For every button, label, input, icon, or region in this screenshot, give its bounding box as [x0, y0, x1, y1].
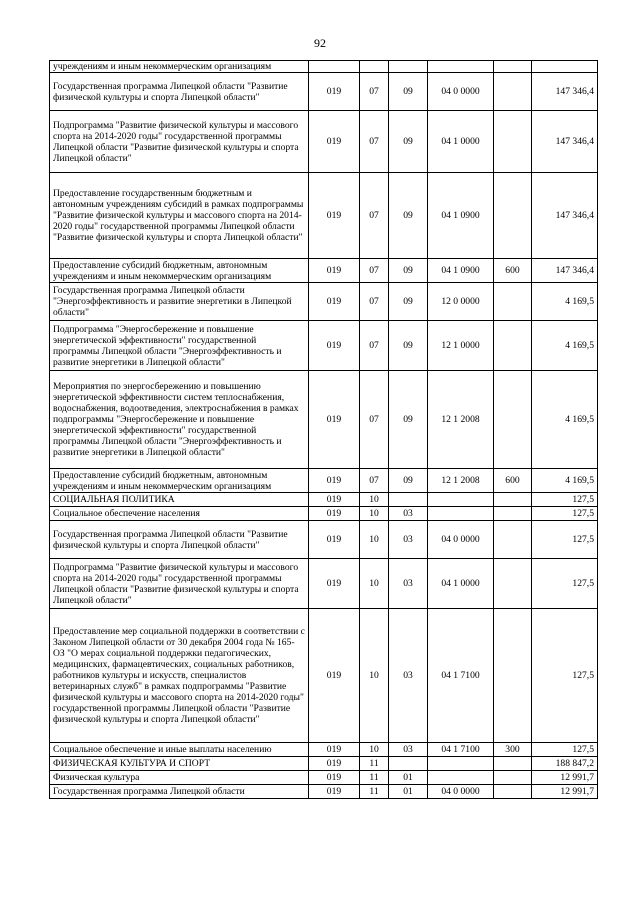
row-expense-type: 600 [494, 469, 532, 493]
table-row [50, 771, 598, 785]
row-name: Предоставление субсидий бюджетным, автономным учреждениям и иным некоммерческим организациям [50, 469, 309, 493]
budget-table [49, 60, 598, 799]
row-expense-type [494, 785, 532, 799]
row-amount: 188 847,2 [532, 757, 598, 771]
row-name: Подпрограмма "Энергосбережение и повышение энергетической эффективности" государственной программы Липецкой области "Энергоэффективность и развитие энергетики в Липецкой области" [50, 321, 309, 371]
row-ministry-code: 019 [309, 469, 360, 493]
row-amount: 127,5 [532, 507, 598, 521]
row-subsection-code: 09 [389, 321, 428, 371]
row-target-code [428, 507, 494, 521]
row-subsection-code: 03 [389, 609, 428, 743]
row-ministry-code: 019 [309, 73, 360, 111]
page-number: 92 [314, 36, 326, 50]
row-expense-type [494, 61, 532, 73]
row-amount: 4 169,5 [532, 371, 598, 469]
table-row [50, 173, 598, 259]
row-amount: 127,5 [532, 521, 598, 559]
row-ministry-code: 019 [309, 743, 360, 757]
row-target-code: 04 1 7100 [428, 743, 494, 757]
row-name: Государственная программа Липецкой области "Развитие физической культуры и спорта Липецкой области" [50, 73, 309, 111]
table-row [50, 757, 598, 771]
row-section-code: 07 [360, 321, 389, 371]
row-name: учреждениям и иным некоммерческим организациям [50, 61, 309, 73]
row-ministry-code: 019 [309, 173, 360, 259]
row-target-code [428, 493, 494, 507]
row-subsection-code: 09 [389, 469, 428, 493]
row-name: Государственная программа Липецкой области [50, 785, 309, 799]
row-name: Мероприятия по энергосбережению и повышению энергетической эффективности систем теплоснабжения, водоснабжения, водоотведения, электроснабжения в рамках подпрограммы "Энергосбережение и повышение энергетической эффективности" государственной программы Липецкой области "Энергоэффективность и развитие энергетики в Липецкой области" [50, 371, 309, 469]
row-name: Подпрограмма "Развитие физической культуры и массового спорта на 2014-2020 годы" государственной программы Липецкой области "Развитие физической культуры и спорта Липецкой области" [50, 111, 309, 173]
row-amount: 127,5 [532, 609, 598, 743]
row-expense-type [494, 757, 532, 771]
row-ministry-code: 019 [309, 771, 360, 785]
row-expense-type: 600 [494, 259, 532, 283]
row-section-code: 07 [360, 283, 389, 321]
row-expense-type: 300 [494, 743, 532, 757]
table-row [50, 469, 598, 493]
row-amount: 127,5 [532, 743, 598, 757]
row-expense-type [494, 507, 532, 521]
table-row [50, 283, 598, 321]
row-subsection-code: 09 [389, 283, 428, 321]
row-target-code [428, 757, 494, 771]
row-expense-type [494, 493, 532, 507]
row-ministry-code: 019 [309, 283, 360, 321]
row-expense-type [494, 559, 532, 609]
row-amount: 147 346,4 [532, 73, 598, 111]
row-target-code: 04 1 0000 [428, 111, 494, 173]
table-row [50, 61, 598, 73]
row-target-code: 04 1 0900 [428, 259, 494, 283]
row-section-code [360, 61, 389, 73]
row-subsection-code [389, 757, 428, 771]
row-ministry-code: 019 [309, 559, 360, 609]
row-section-code: 07 [360, 73, 389, 111]
row-target-code: 12 0 0000 [428, 283, 494, 321]
row-subsection-code [389, 493, 428, 507]
row-target-code [428, 61, 494, 73]
row-ministry-code: 019 [309, 521, 360, 559]
row-expense-type [494, 173, 532, 259]
table-row [50, 559, 598, 609]
row-target-code [428, 771, 494, 785]
row-amount: 127,5 [532, 493, 598, 507]
row-ministry-code: 019 [309, 507, 360, 521]
row-name: Предоставление государственным бюджетным и автономным учреждениям субсидий в рамках подпрограммы "Развитие физической культуры и массового спорта на 2014-2020 годы" государственной программы Липецкой области "Развитие физической культуры и спорта Липецкой области" [50, 173, 309, 259]
row-section-code: 10 [360, 743, 389, 757]
row-subsection-code [389, 61, 428, 73]
row-name: Подпрограмма "Развитие физической культуры и массового спорта на 2014-2020 годы" государственной программы Липецкой области "Развитие физической культуры и спорта Липецкой области" [50, 559, 309, 609]
row-expense-type [494, 111, 532, 173]
row-subsection-code: 03 [389, 507, 428, 521]
row-target-code: 04 0 0000 [428, 73, 494, 111]
table-row [50, 73, 598, 111]
row-section-code: 10 [360, 559, 389, 609]
row-subsection-code: 03 [389, 521, 428, 559]
row-expense-type [494, 321, 532, 371]
row-name: ФИЗИЧЕСКАЯ КУЛЬТУРА И СПОРТ [50, 757, 309, 771]
row-amount: 12 991,7 [532, 771, 598, 785]
row-section-code: 10 [360, 507, 389, 521]
row-target-code: 04 0 0000 [428, 521, 494, 559]
row-target-code: 04 1 0900 [428, 173, 494, 259]
table-row [50, 743, 598, 757]
row-ministry-code: 019 [309, 493, 360, 507]
row-subsection-code: 09 [389, 111, 428, 173]
row-expense-type [494, 283, 532, 321]
row-amount: 4 169,5 [532, 283, 598, 321]
row-ministry-code: 019 [309, 321, 360, 371]
row-ministry-code: 019 [309, 609, 360, 743]
row-name: Социальное обеспечение и иные выплаты населению [50, 743, 309, 757]
row-target-code: 12 1 2008 [428, 469, 494, 493]
table-row [50, 507, 598, 521]
row-section-code: 10 [360, 493, 389, 507]
row-amount: 127,5 [532, 559, 598, 609]
table-row [50, 609, 598, 743]
row-section-code: 11 [360, 757, 389, 771]
row-amount: 147 346,4 [532, 173, 598, 259]
table-row [50, 371, 598, 469]
row-amount: 4 169,5 [532, 469, 598, 493]
row-section-code: 07 [360, 371, 389, 469]
row-section-code: 07 [360, 173, 389, 259]
row-subsection-code: 09 [389, 73, 428, 111]
row-ministry-code: 019 [309, 785, 360, 799]
table-row [50, 321, 598, 371]
row-name: Государственная программа Липецкой области "Энергоэффективность и развитие энергетики в Липецкой области" [50, 283, 309, 321]
table-row [50, 521, 598, 559]
row-section-code: 11 [360, 785, 389, 799]
row-expense-type [494, 609, 532, 743]
table-row [50, 111, 598, 173]
table-row [50, 259, 598, 283]
row-subsection-code: 09 [389, 259, 428, 283]
row-subsection-code: 01 [389, 785, 428, 799]
row-expense-type [494, 771, 532, 785]
table-row [50, 493, 598, 507]
row-ministry-code: 019 [309, 371, 360, 469]
row-name: Предоставление субсидий бюджетным, автономным учреждениям и иным некоммерческим организациям [50, 259, 309, 283]
table-row [50, 785, 598, 799]
row-ministry-code [309, 61, 360, 73]
row-section-code: 07 [360, 259, 389, 283]
budget-table-body [50, 61, 598, 799]
row-name: Государственная программа Липецкой области "Развитие физической культуры и спорта Липецкой области" [50, 521, 309, 559]
row-ministry-code: 019 [309, 111, 360, 173]
row-expense-type [494, 521, 532, 559]
row-name: Предоставление мер социальной поддержки в соответствии с Законом Липецкой области от 30 декабря 2004 года № 165-ОЗ "О мерах социальной поддержки педагогических, медицинских, фармацевтических, социальных работников, работников культуры и искусств, специалистов ветеринарных служб" в рамках подпрограммы "Развитие физической культуры и массового спорта на 2014-2020 годы" государственной программы Липецкой области "Развитие физической культуры и спорта Липецкой области" [50, 609, 309, 743]
row-target-code: 12 1 0000 [428, 321, 494, 371]
row-target-code: 04 1 7100 [428, 609, 494, 743]
row-amount [532, 61, 598, 73]
row-name: Социальное обеспечение населения [50, 507, 309, 521]
row-name: Физическая культура [50, 771, 309, 785]
row-subsection-code: 03 [389, 559, 428, 609]
row-ministry-code: 019 [309, 757, 360, 771]
row-section-code: 07 [360, 111, 389, 173]
row-amount: 12 991,7 [532, 785, 598, 799]
row-expense-type [494, 73, 532, 111]
row-subsection-code: 01 [389, 771, 428, 785]
row-amount: 147 346,4 [532, 111, 598, 173]
row-section-code: 10 [360, 609, 389, 743]
row-target-code: 04 0 0000 [428, 785, 494, 799]
row-target-code: 04 1 0000 [428, 559, 494, 609]
row-amount: 4 169,5 [532, 321, 598, 371]
row-name: СОЦИАЛЬНАЯ ПОЛИТИКА [50, 493, 309, 507]
row-ministry-code: 019 [309, 259, 360, 283]
row-expense-type [494, 371, 532, 469]
row-target-code: 12 1 2008 [428, 371, 494, 469]
row-section-code: 07 [360, 469, 389, 493]
row-section-code: 11 [360, 771, 389, 785]
row-subsection-code: 09 [389, 173, 428, 259]
row-subsection-code: 03 [389, 743, 428, 757]
row-amount: 147 346,4 [532, 259, 598, 283]
row-section-code: 10 [360, 521, 389, 559]
row-subsection-code: 09 [389, 371, 428, 469]
